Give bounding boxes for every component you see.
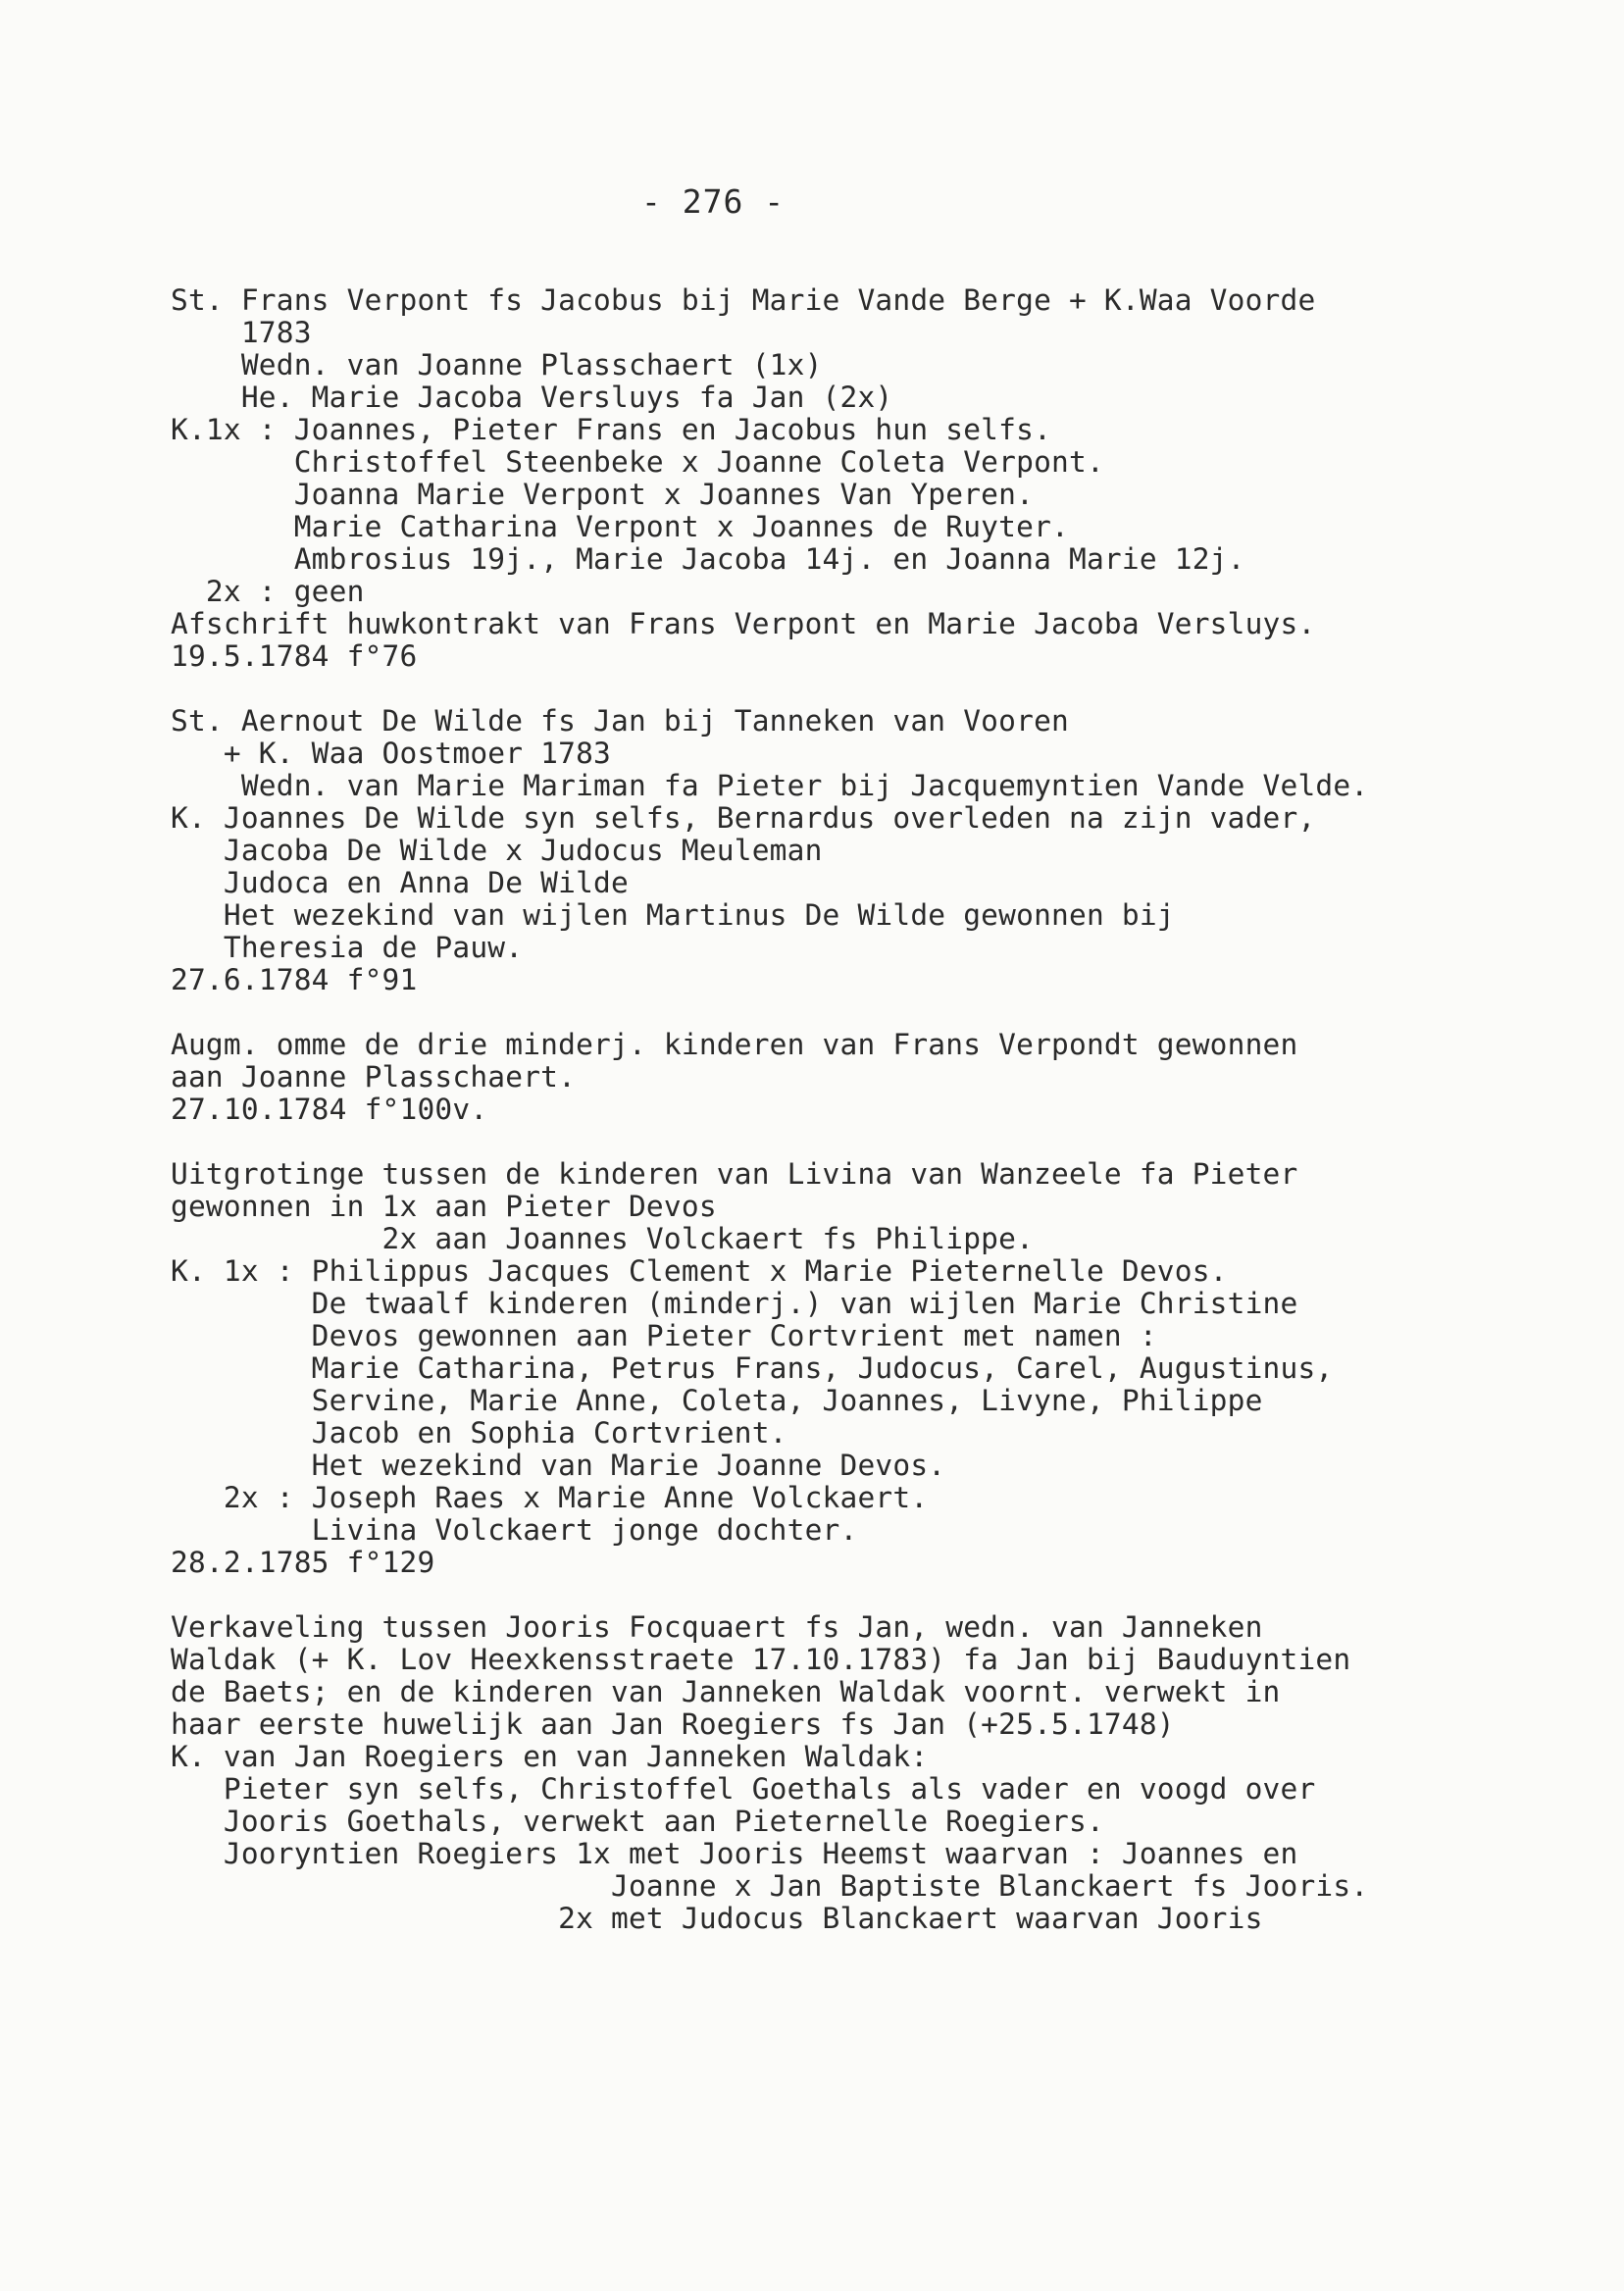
entry-line: 2x : Joseph Raes x Marie Anne Volckaert. bbox=[171, 1481, 929, 1514]
entry-line: Wedn. van Joanne Plasschaert (1x) bbox=[171, 348, 823, 382]
archive-entry bbox=[171, 284, 1583, 673]
entry-line: Judoca en Anna De Wilde bbox=[171, 866, 629, 899]
entry-line: K. Joannes De Wilde syn selfs, Bernardus overleden na zijn vader, bbox=[171, 801, 1316, 835]
entry-line: Servine, Marie Anne, Coleta, Joannes, Livyne, Philippe bbox=[171, 1384, 1263, 1417]
entry-line: Afschrift huwkontrakt van Frans Verpont en Marie Jacoba Versluys. bbox=[171, 607, 1316, 640]
entry-line: St. Aernout De Wilde fs Jan bij Tanneken van Vooren bbox=[171, 704, 1069, 738]
entry-line: Augm. omme de drie minderj. kinderen van Frans Verpondt gewonnen bbox=[171, 1028, 1298, 1061]
archive-entry bbox=[171, 705, 1583, 996]
entry-line: He. Marie Jacoba Versluys fa Jan (2x) bbox=[171, 381, 893, 414]
entry-line: gewonnen in 1x aan Pieter Devos bbox=[171, 1190, 717, 1223]
entry-line: Livina Volckaert jonge dochter. bbox=[171, 1513, 858, 1547]
entry-line: Verkaveling tussen Jooris Focquaert fs Jan, wedn. van Janneken bbox=[171, 1610, 1263, 1644]
entry-line: Marie Catharina, Petrus Frans, Judocus, Carel, Augustinus, bbox=[171, 1351, 1334, 1385]
entry-line: Jooryntien Roegiers 1x met Jooris Heemst waarvan : Joannes en bbox=[171, 1837, 1298, 1870]
entries-list bbox=[171, 284, 1583, 1935]
entry-line: Waldak (+ K. Lov Heexkensstraete 17.10.1783) fa Jan bij Bauduyntien bbox=[171, 1643, 1351, 1676]
entry-line: Het wezekind van Marie Joanne Devos. bbox=[171, 1449, 946, 1482]
entry-line: K.1x : Joannes, Pieter Frans en Jacobus hun selfs. bbox=[171, 413, 1052, 446]
entry-line: Devos gewonnen aan Pieter Cortvrient met namen : bbox=[171, 1319, 1157, 1352]
entry-line: Marie Catharina Verpont x Joannes de Ruyter. bbox=[171, 510, 1069, 543]
entry-line: 27.6.1784 f°91 bbox=[171, 963, 418, 996]
archive-entry bbox=[171, 1158, 1583, 1579]
entry-line: aan Joanne Plasschaert. bbox=[171, 1060, 577, 1094]
entry-line: Theresia de Pauw. bbox=[171, 931, 524, 964]
entry-line: Het wezekind van wijlen Martinus De Wilde gewonnen bij bbox=[171, 898, 1175, 932]
entry-line: 27.10.1784 f°100v. bbox=[171, 1093, 488, 1126]
entry-line: Wedn. van Marie Mariman fa Pieter bij Jacquemyntien Vande Velde. bbox=[171, 769, 1369, 802]
entry-line: Uitgrotinge tussen de kinderen van Livina van Wanzeele fa Pieter bbox=[171, 1157, 1298, 1191]
entry-line: Ambrosius 19j., Marie Jacoba 14j. en Joanna Marie 12j. bbox=[171, 542, 1245, 576]
entry-line: 1783 bbox=[171, 316, 312, 349]
entry-line: haar eerste huwelijk aan Jan Roegiers fs Jan (+25.5.1748) bbox=[171, 1707, 1175, 1741]
entry-line: Jooris Goethals, verwekt aan Pieternelle Roegiers. bbox=[171, 1805, 1104, 1838]
entry-line: 19.5.1784 f°76 bbox=[171, 639, 418, 673]
entry-line: 28.2.1785 f°129 bbox=[171, 1546, 435, 1579]
entry-line: St. Frans Verpont fs Jacobus bij Marie Vande Berge + K.Waa Voorde bbox=[171, 283, 1316, 317]
entry-line: Joanna Marie Verpont x Joannes Van Yperen. bbox=[171, 478, 1035, 511]
entry-line: K. 1x : Philippus Jacques Clement x Marie Pieternelle Devos. bbox=[171, 1254, 1228, 1288]
entry-line: + K. Waa Oostmoer 1783 bbox=[171, 737, 612, 770]
entry-line: 2x met Judocus Blanckaert waarvan Jooris bbox=[171, 1902, 1263, 1935]
entry-line: K. van Jan Roegiers en van Janneken Waldak: bbox=[171, 1740, 929, 1773]
entry-line: De twaalf kinderen (minderj.) van wijlen Marie Christine bbox=[171, 1287, 1298, 1320]
entry-line: Christoffel Steenbeke x Joanne Coleta Verpont. bbox=[171, 445, 1104, 479]
entry-line: 2x : geen bbox=[171, 575, 365, 608]
page-number: - 276 - bbox=[641, 182, 786, 221]
archive-entry bbox=[171, 1029, 1583, 1126]
entry-line: Pieter syn selfs, Christoffel Goethals als vader en voogd over bbox=[171, 1772, 1316, 1806]
archive-entry bbox=[171, 1611, 1583, 1935]
entry-line: Jacob en Sophia Cortvrient. bbox=[171, 1416, 787, 1450]
entry-line: Joanne x Jan Baptiste Blanckaert fs Jooris. bbox=[171, 1869, 1369, 1903]
entry-line: 2x aan Joannes Volckaert fs Philippe. bbox=[171, 1222, 1035, 1255]
entry-line: de Baets; en de kinderen van Janneken Waldak voornt. verwekt in bbox=[171, 1675, 1281, 1708]
entry-line: Jacoba De Wilde x Judocus Meuleman bbox=[171, 834, 823, 867]
